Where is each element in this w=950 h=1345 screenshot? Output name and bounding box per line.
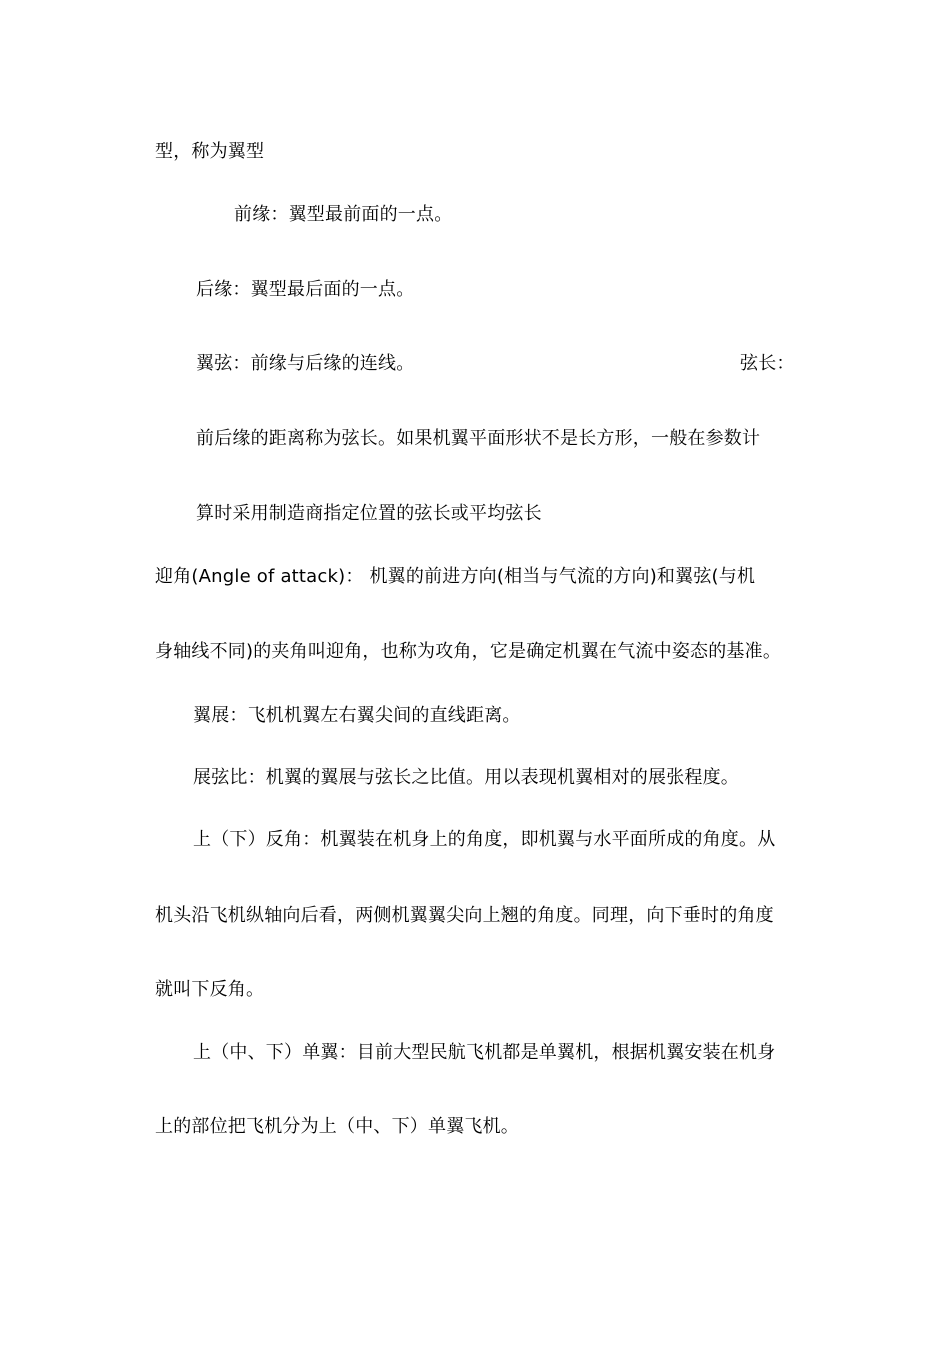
text-line-angle-of-attack-continuation: 身轴线不同)的夹角叫迎角，也称为攻角，它是确定机翼在气流中姿态的基准。 <box>155 641 782 662</box>
text-line-leading-edge: 前缘：翼型最前面的一点。 <box>234 204 453 225</box>
text-line-trailing-edge: 后缘：翼型最后面的一点。 <box>196 279 415 300</box>
text-line-chord: 翼弦：前缘与后缘的连线。 <box>196 353 415 374</box>
text-line-dihedral-continuation: 机头沿飞机纵轴向后看，两侧机翼翼尖向上翘的角度。同理，向下垂时的角度 <box>155 905 774 926</box>
text-line-aspect-ratio: 展弦比：机翼的翼展与弦长之比值。用以表现机翼相对的展张程度。 <box>193 767 739 788</box>
text-line-anhedral: 就叫下反角。 <box>155 979 265 1000</box>
text-line-chord-length-term: 弦长： <box>740 353 795 374</box>
text-line-wing-position-continuation: 上的部位把飞机分为上（中、下）单翼飞机。 <box>155 1116 519 1137</box>
text-line-angle-of-attack: 迎角(Angle of attack)： 机翼的前进方向(相当与气流的方向)和翼弦(与机 <box>155 566 756 587</box>
text-line-dihedral: 上（下）反角：机翼装在机身上的角度，即机翼与水平面所成的角度。从 <box>193 829 776 850</box>
text-line-wing-position: 上（中、下）单翼：目前大型民航飞机都是单翼机，根据机翼安装在机身 <box>193 1042 776 1063</box>
text-line-wingspan: 翼展：飞机机翼左右翼尖间的直线距离。 <box>193 705 521 726</box>
text-line-chord-length-continuation: 算时采用制造商指定位置的弦长或平均弦长 <box>196 503 542 524</box>
text-line-airfoil-continuation: 型，称为翼型 <box>155 141 265 162</box>
text-line-chord-length-definition: 前后缘的距离称为弦长。如果机翼平面形状不是长方形，一般在参数计 <box>196 428 761 449</box>
